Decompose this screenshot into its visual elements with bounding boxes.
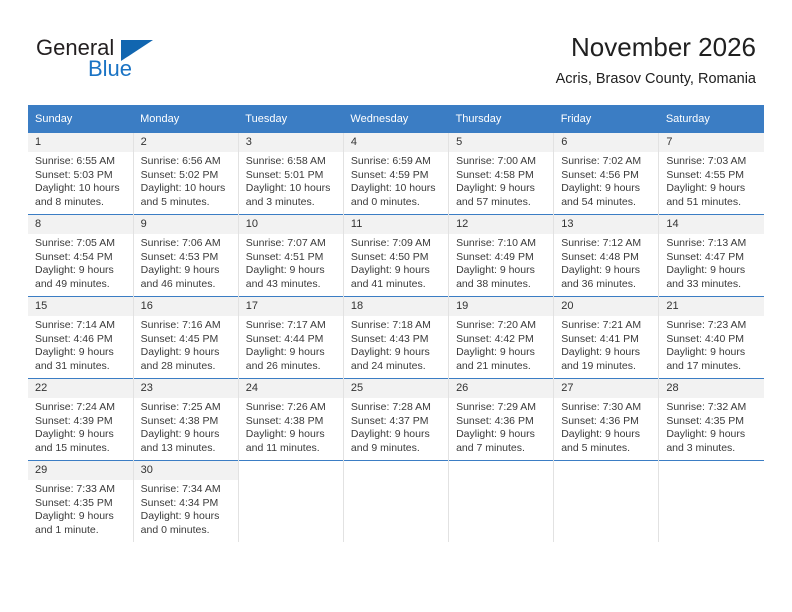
day-cell[interactable] [133,133,238,215]
daylight-text: Daylight: 9 hours and 24 minutes. [350,346,430,372]
weekday-header-wednesday: Wednesday [343,105,448,133]
sunset-text: Sunset: 4:44 PM [245,332,324,345]
sunrise-text: Sunrise: 7:06 AM [140,237,221,249]
day-cell[interactable] [659,297,764,379]
day-cell[interactable] [343,297,448,379]
day-cell[interactable] [238,379,343,461]
sunset-text: Sunset: 5:02 PM [140,168,219,181]
sunrise-text: Sunrise: 7:28 AM [350,401,431,413]
sunrise-text: Sunrise: 7:29 AM [456,401,537,413]
location-subtitle: Acris, Brasov County, Romania [555,71,756,87]
sunrise-text: Sunrise: 7:32 AM [666,401,747,413]
sunrise-text: Sunrise: 7:26 AM [245,401,326,413]
sunrise-text: Sunrise: 7:34 AM [140,483,221,495]
sunset-text: Sunset: 4:46 PM [35,332,113,345]
day-number: 2 [134,133,238,152]
day-cell[interactable] [343,379,448,461]
sunset-text: Sunset: 4:41 PM [561,332,639,345]
day-cell[interactable] [238,133,343,215]
day-number [554,461,658,480]
weekday-header-thursday: Thursday [449,105,554,133]
weekday-header-tuesday: Tuesday [238,105,343,133]
sunset-text: Sunset: 4:53 PM [140,250,219,263]
day-cell-empty [238,461,343,543]
day-number: 1 [28,133,133,152]
daylight-text: Daylight: 9 hours and 41 minutes. [350,264,430,290]
week-row [28,379,764,461]
sunrise-text: Sunrise: 7:20 AM [456,319,537,331]
daylight-text: Daylight: 9 hours and 38 minutes. [456,264,535,290]
day-number: 17 [239,297,343,316]
daylight-text: Daylight: 10 hours and 3 minutes. [245,182,331,208]
sunrise-text: Sunrise: 7:07 AM [245,237,326,249]
day-cell[interactable] [28,379,133,461]
day-cell[interactable] [133,461,238,543]
sunset-text: Sunset: 4:38 PM [140,414,219,427]
calendar-body [28,133,764,542]
sunrise-text: Sunrise: 7:12 AM [561,237,642,249]
week-row [28,215,764,297]
title-block [556,30,756,90]
sunset-text: Sunset: 5:01 PM [245,168,324,181]
sunset-text: Sunset: 4:35 PM [35,496,113,509]
sunset-text: Sunset: 4:38 PM [245,414,324,427]
day-number: 18 [344,297,448,316]
day-cell-empty [554,461,659,543]
sunset-text: Sunset: 4:56 PM [561,168,639,181]
day-cell[interactable] [449,379,554,461]
sunset-text: Sunset: 4:40 PM [666,332,744,345]
day-number: 22 [28,379,133,398]
day-cell[interactable] [449,297,554,379]
sunrise-text: Sunrise: 7:05 AM [35,237,115,249]
day-cell[interactable] [449,133,554,215]
sunrise-sunset-calendar [28,105,764,542]
sunset-text: Sunset: 4:45 PM [140,332,219,345]
daylight-text: Daylight: 9 hours and 46 minutes. [140,264,220,290]
sunrise-text: Sunrise: 7:09 AM [350,237,431,249]
sunrise-text: Sunrise: 7:33 AM [35,483,115,495]
sunrise-text: Sunrise: 7:14 AM [35,319,115,331]
sunrise-text: Sunrise: 7:21 AM [561,319,642,331]
sunrise-text: Sunrise: 6:55 AM [35,155,115,167]
sunset-text: Sunset: 4:39 PM [35,414,113,427]
sunrise-text: Sunrise: 6:58 AM [245,155,326,167]
daylight-text: Daylight: 9 hours and 26 minutes. [245,346,325,372]
day-number: 6 [554,133,658,152]
page-title: November 2026 [571,32,756,62]
day-cell[interactable] [238,297,343,379]
daylight-text: Daylight: 9 hours and 33 minutes. [666,264,746,290]
day-cell[interactable] [449,215,554,297]
day-cell[interactable] [659,133,764,215]
day-cell[interactable] [554,379,659,461]
sunset-text: Sunset: 4:58 PM [456,168,534,181]
sunset-text: Sunset: 4:47 PM [666,250,744,263]
sunset-text: Sunset: 4:48 PM [561,250,639,263]
day-number: 28 [659,379,764,398]
weekday-header-row [28,105,764,133]
day-cell[interactable] [554,297,659,379]
sunset-text: Sunset: 5:03 PM [35,168,113,181]
daylight-text: Daylight: 9 hours and 43 minutes. [245,264,325,290]
sunrise-text: Sunrise: 7:24 AM [35,401,115,413]
day-cell[interactable] [238,215,343,297]
week-row [28,297,764,379]
sunrise-text: Sunrise: 7:23 AM [666,319,747,331]
daylight-text: Daylight: 10 hours and 0 minutes. [350,182,436,208]
day-cell[interactable] [343,133,448,215]
sunset-text: Sunset: 4:42 PM [456,332,534,345]
day-number: 29 [28,461,133,480]
day-cell[interactable] [133,379,238,461]
day-number: 13 [554,215,658,234]
daylight-text: Daylight: 9 hours and 49 minutes. [35,264,114,290]
general-blue-logo[interactable] [36,35,216,83]
day-number: 16 [134,297,238,316]
day-number: 26 [449,379,553,398]
day-number: 7 [659,133,764,152]
sunrise-text: Sunrise: 7:02 AM [561,155,642,167]
weekday-header-saturday: Saturday [659,105,764,133]
day-number [239,461,343,480]
day-number: 25 [344,379,448,398]
daylight-text: Daylight: 9 hours and 7 minutes. [456,428,535,454]
sunrise-text: Sunrise: 7:03 AM [666,155,747,167]
daylight-text: Daylight: 9 hours and 28 minutes. [140,346,220,372]
daylight-text: Daylight: 9 hours and 13 minutes. [140,428,220,454]
daylight-text: Daylight: 10 hours and 5 minutes. [140,182,226,208]
sunrise-text: Sunrise: 7:18 AM [350,319,431,331]
day-cell[interactable] [28,461,133,543]
sunrise-text: Sunrise: 7:00 AM [456,155,537,167]
week-row [28,133,764,215]
day-number [659,461,764,480]
logo-text-blue: Blue [88,56,133,81]
sunset-text: Sunset: 4:34 PM [140,496,219,509]
sunrise-text: Sunrise: 6:59 AM [350,155,431,167]
daylight-text: Daylight: 9 hours and 11 minutes. [245,428,325,454]
sunset-text: Sunset: 4:36 PM [561,414,639,427]
sunrise-text: Sunrise: 7:25 AM [140,401,221,413]
day-cell[interactable] [28,297,133,379]
day-number: 20 [554,297,658,316]
sunset-text: Sunset: 4:59 PM [350,168,429,181]
day-number: 3 [239,133,343,152]
sunset-text: Sunset: 4:37 PM [350,414,429,427]
daylight-text: Daylight: 9 hours and 9 minutes. [350,428,430,454]
daylight-text: Daylight: 9 hours and 1 minute. [35,510,114,536]
day-number: 12 [449,215,553,234]
sunrise-text: Sunrise: 6:56 AM [140,155,221,167]
daylight-text: Daylight: 9 hours and 19 minutes. [561,346,640,372]
sunrise-text: Sunrise: 7:16 AM [140,319,221,331]
sunrise-text: Sunrise: 7:10 AM [456,237,537,249]
day-cell-empty [343,461,448,543]
sunrise-text: Sunrise: 7:13 AM [666,237,747,249]
day-cell[interactable] [343,215,448,297]
daylight-text: Daylight: 9 hours and 57 minutes. [456,182,535,208]
weekday-header-friday: Friday [554,105,659,133]
daylight-text: Daylight: 9 hours and 3 minutes. [666,428,746,454]
daylight-text: Daylight: 9 hours and 54 minutes. [561,182,640,208]
day-cell[interactable] [28,215,133,297]
sunrise-text: Sunrise: 7:17 AM [245,319,326,331]
day-number: 27 [554,379,658,398]
daylight-text: Daylight: 9 hours and 17 minutes. [666,346,746,372]
day-number: 10 [239,215,343,234]
daylight-text: Daylight: 9 hours and 5 minutes. [561,428,640,454]
day-cell[interactable] [133,215,238,297]
sunset-text: Sunset: 4:55 PM [666,168,744,181]
day-number: 9 [134,215,238,234]
day-number [449,461,553,480]
weekday-header-sunday: Sunday [28,105,133,133]
sunset-text: Sunset: 4:50 PM [350,250,429,263]
daylight-text: Daylight: 9 hours and 31 minutes. [35,346,114,372]
daylight-text: Daylight: 10 hours and 8 minutes. [35,182,120,208]
day-cell[interactable] [659,215,764,297]
logo-text-general: General [36,35,115,60]
day-number: 11 [344,215,448,234]
day-number: 19 [449,297,553,316]
sunset-text: Sunset: 4:35 PM [666,414,744,427]
day-cell[interactable] [659,379,764,461]
sunset-text: Sunset: 4:43 PM [350,332,429,345]
sunset-text: Sunset: 4:36 PM [456,414,534,427]
sunset-text: Sunset: 4:49 PM [456,250,534,263]
day-number: 15 [28,297,133,316]
day-number: 21 [659,297,764,316]
day-number: 23 [134,379,238,398]
daylight-text: Daylight: 9 hours and 0 minutes. [140,510,220,536]
daylight-text: Daylight: 9 hours and 51 minutes. [666,182,746,208]
page-header [0,0,792,100]
day-cell-empty [659,461,764,543]
week-row [28,461,764,543]
day-number: 30 [134,461,238,480]
day-number: 14 [659,215,764,234]
day-cell[interactable] [28,133,133,215]
day-number: 5 [449,133,553,152]
day-cell-empty [449,461,554,543]
day-number: 24 [239,379,343,398]
daylight-text: Daylight: 9 hours and 21 minutes. [456,346,535,372]
sunrise-text: Sunrise: 7:30 AM [561,401,642,413]
day-number: 4 [344,133,448,152]
day-cell[interactable] [133,297,238,379]
daylight-text: Daylight: 9 hours and 15 minutes. [35,428,114,454]
sunset-text: Sunset: 4:54 PM [35,250,113,263]
sunset-text: Sunset: 4:51 PM [245,250,324,263]
day-number: 8 [28,215,133,234]
weekday-header-monday: Monday [133,105,238,133]
day-number [344,461,448,480]
day-cell[interactable] [554,133,659,215]
day-cell[interactable] [554,215,659,297]
daylight-text: Daylight: 9 hours and 36 minutes. [561,264,640,290]
